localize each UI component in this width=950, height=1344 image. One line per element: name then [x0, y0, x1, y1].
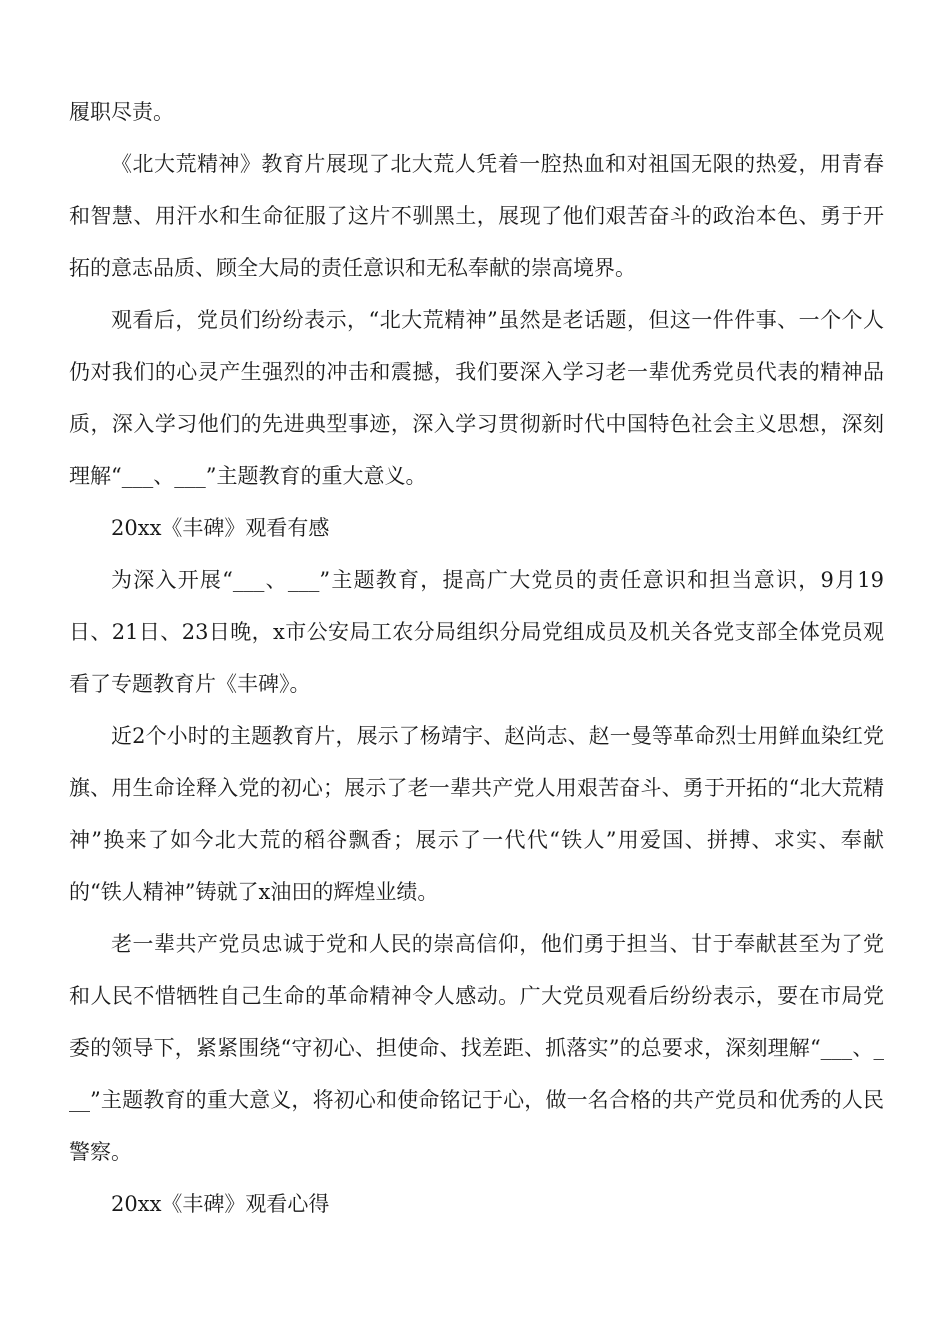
paragraph-reflection: 老一辈共产党员忠诚于党和人民的崇高信仰，他们勇于担当、甘于奉献甚至为了党和人民不惜牺牲自己生命的革命精神令人感动。广大党员观看后纷纷表示，要在市局党委的领导下，紧紧围绕“守初心、担使命、找差距、抓落实”的总要求，深刻理解“___、___”主题教育的重大意义，将初心和使命铭记于心，做一名合格的共产党员和优秀的人民警察。 [69, 932, 884, 1164]
section-heading-reflections: 20xx《丰碑》观看心得 [111, 1192, 330, 1216]
paragraph-continuation: 履职尽责。 [69, 100, 174, 124]
section-heading-impressions: 20xx《丰碑》观看有感 [111, 516, 330, 540]
paragraph-members-response: 观看后，党员们纷纷表示，“北大荒精神”虽然是老话题，但这一件件事、一个个人仍对我们的心灵产生强烈的冲击和震撼，我们要深入学习老一辈优秀党员代表的精神品质，深入学习他们的先进典型事迹，深入学习贯彻新时代中国特色社会主义思想，深刻理解“___、___”主题教育的重大意义。 [69, 308, 884, 488]
document-page [69, 86, 884, 1230]
paragraph-event-intro: 为深入开展“___、___”主题教育，提高广大党员的责任意识和担当意识，9月19日、21日、23日晚，x市公安局工农分局组织分局党组成员及机关各党支部全体党员观看了专题教育片《丰碑》。 [69, 568, 884, 696]
paragraph-film-content: 近2个小时的主题教育片，展示了杨靖宇、赵尚志、赵一曼等革命烈士用鲜血染红党旗、用生命诠释入党的初心；展示了老一辈共产党人用艰苦奋斗、勇于开拓的“北大荒精神”换来了如今北大荒的稻谷飘香；展示了一代代“铁人”用爱国、拼搏、求实、奉献的“铁人精神”铸就了x油田的辉煌业绩。 [69, 724, 884, 904]
paragraph-beidahuang-film: 《北大荒精神》教育片展现了北大荒人凭着一腔热血和对祖国无限的热爱，用青春和智慧、用汗水和生命征服了这片不驯黑土，展现了他们艰苦奋斗的政治本色、勇于开拓的意志品质、顾全大局的责任意识和无私奉献的崇高境界。 [69, 152, 884, 280]
